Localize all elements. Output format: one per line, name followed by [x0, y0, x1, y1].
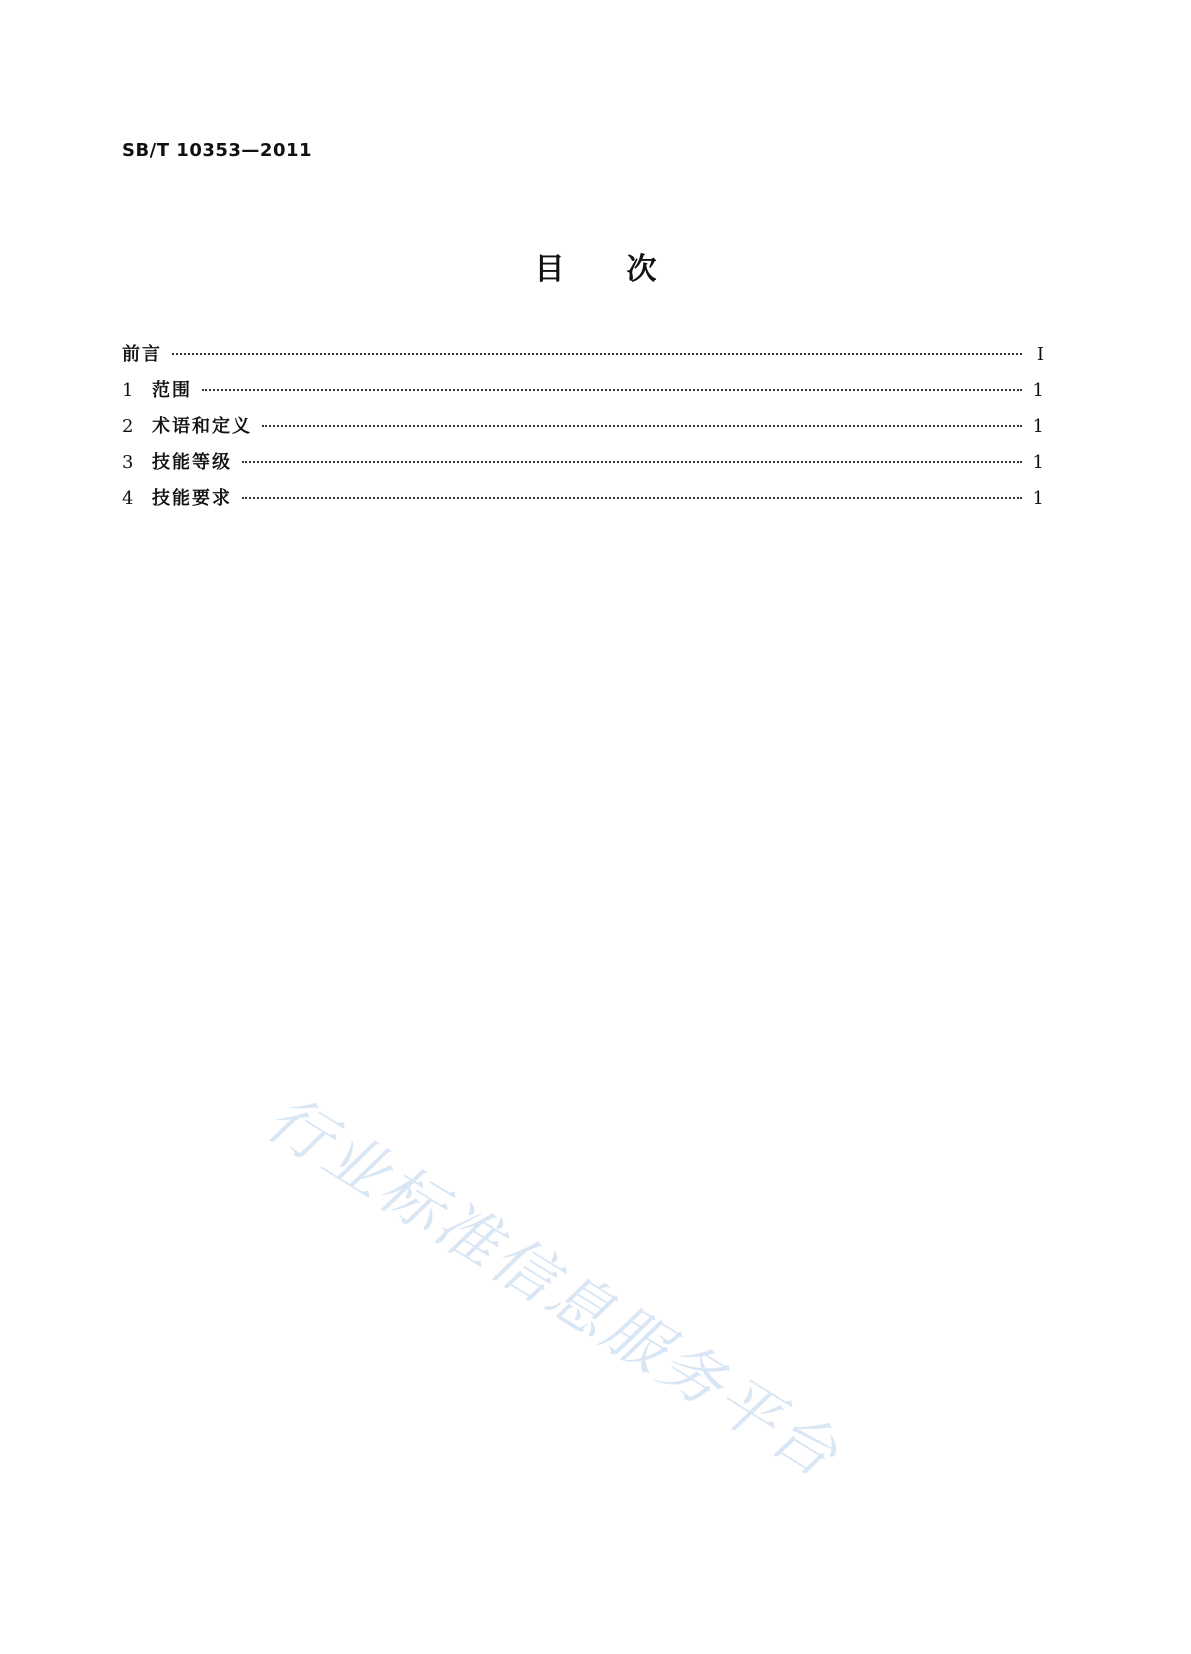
toc-entry[interactable] [122, 448, 1044, 484]
toc-entry[interactable] [122, 412, 1044, 448]
toc-entry-number: 2 [122, 416, 134, 437]
toc-leader-dots [202, 389, 1022, 391]
toc-entry-page: 1 [1032, 380, 1044, 401]
toc-entry-label: 前言 [122, 344, 162, 365]
toc-leader-dots [172, 353, 1022, 355]
toc-entry[interactable] [122, 376, 1044, 412]
table-of-contents [122, 340, 1044, 520]
toc-entry-label: 范围 [152, 380, 192, 401]
toc-entry-label: 术语和定义 [152, 416, 252, 437]
watermark: 行业标准信息服务平台 [254, 1081, 853, 1493]
toc-entry-number: 4 [122, 488, 134, 509]
toc-leader-dots [262, 425, 1022, 427]
toc-leader-dots [242, 461, 1022, 463]
toc-entry-number: 3 [122, 452, 134, 473]
standard-code: SB/T 10353—2011 [122, 140, 313, 161]
toc-entry-label: 技能等级 [152, 452, 232, 473]
toc-entry-page: 1 [1032, 416, 1044, 437]
toc-entry-page: 1 [1032, 452, 1044, 473]
toc-title: 目次 [534, 252, 719, 287]
toc-entry[interactable] [122, 340, 1044, 376]
toc-leader-dots [242, 497, 1022, 499]
toc-entry-number: 1 [122, 380, 134, 401]
toc-entry-page: Ⅰ [1036, 344, 1044, 365]
toc-entry-page: 1 [1032, 488, 1044, 509]
toc-entry[interactable] [122, 484, 1044, 520]
toc-entry-label: 技能要求 [152, 488, 232, 509]
